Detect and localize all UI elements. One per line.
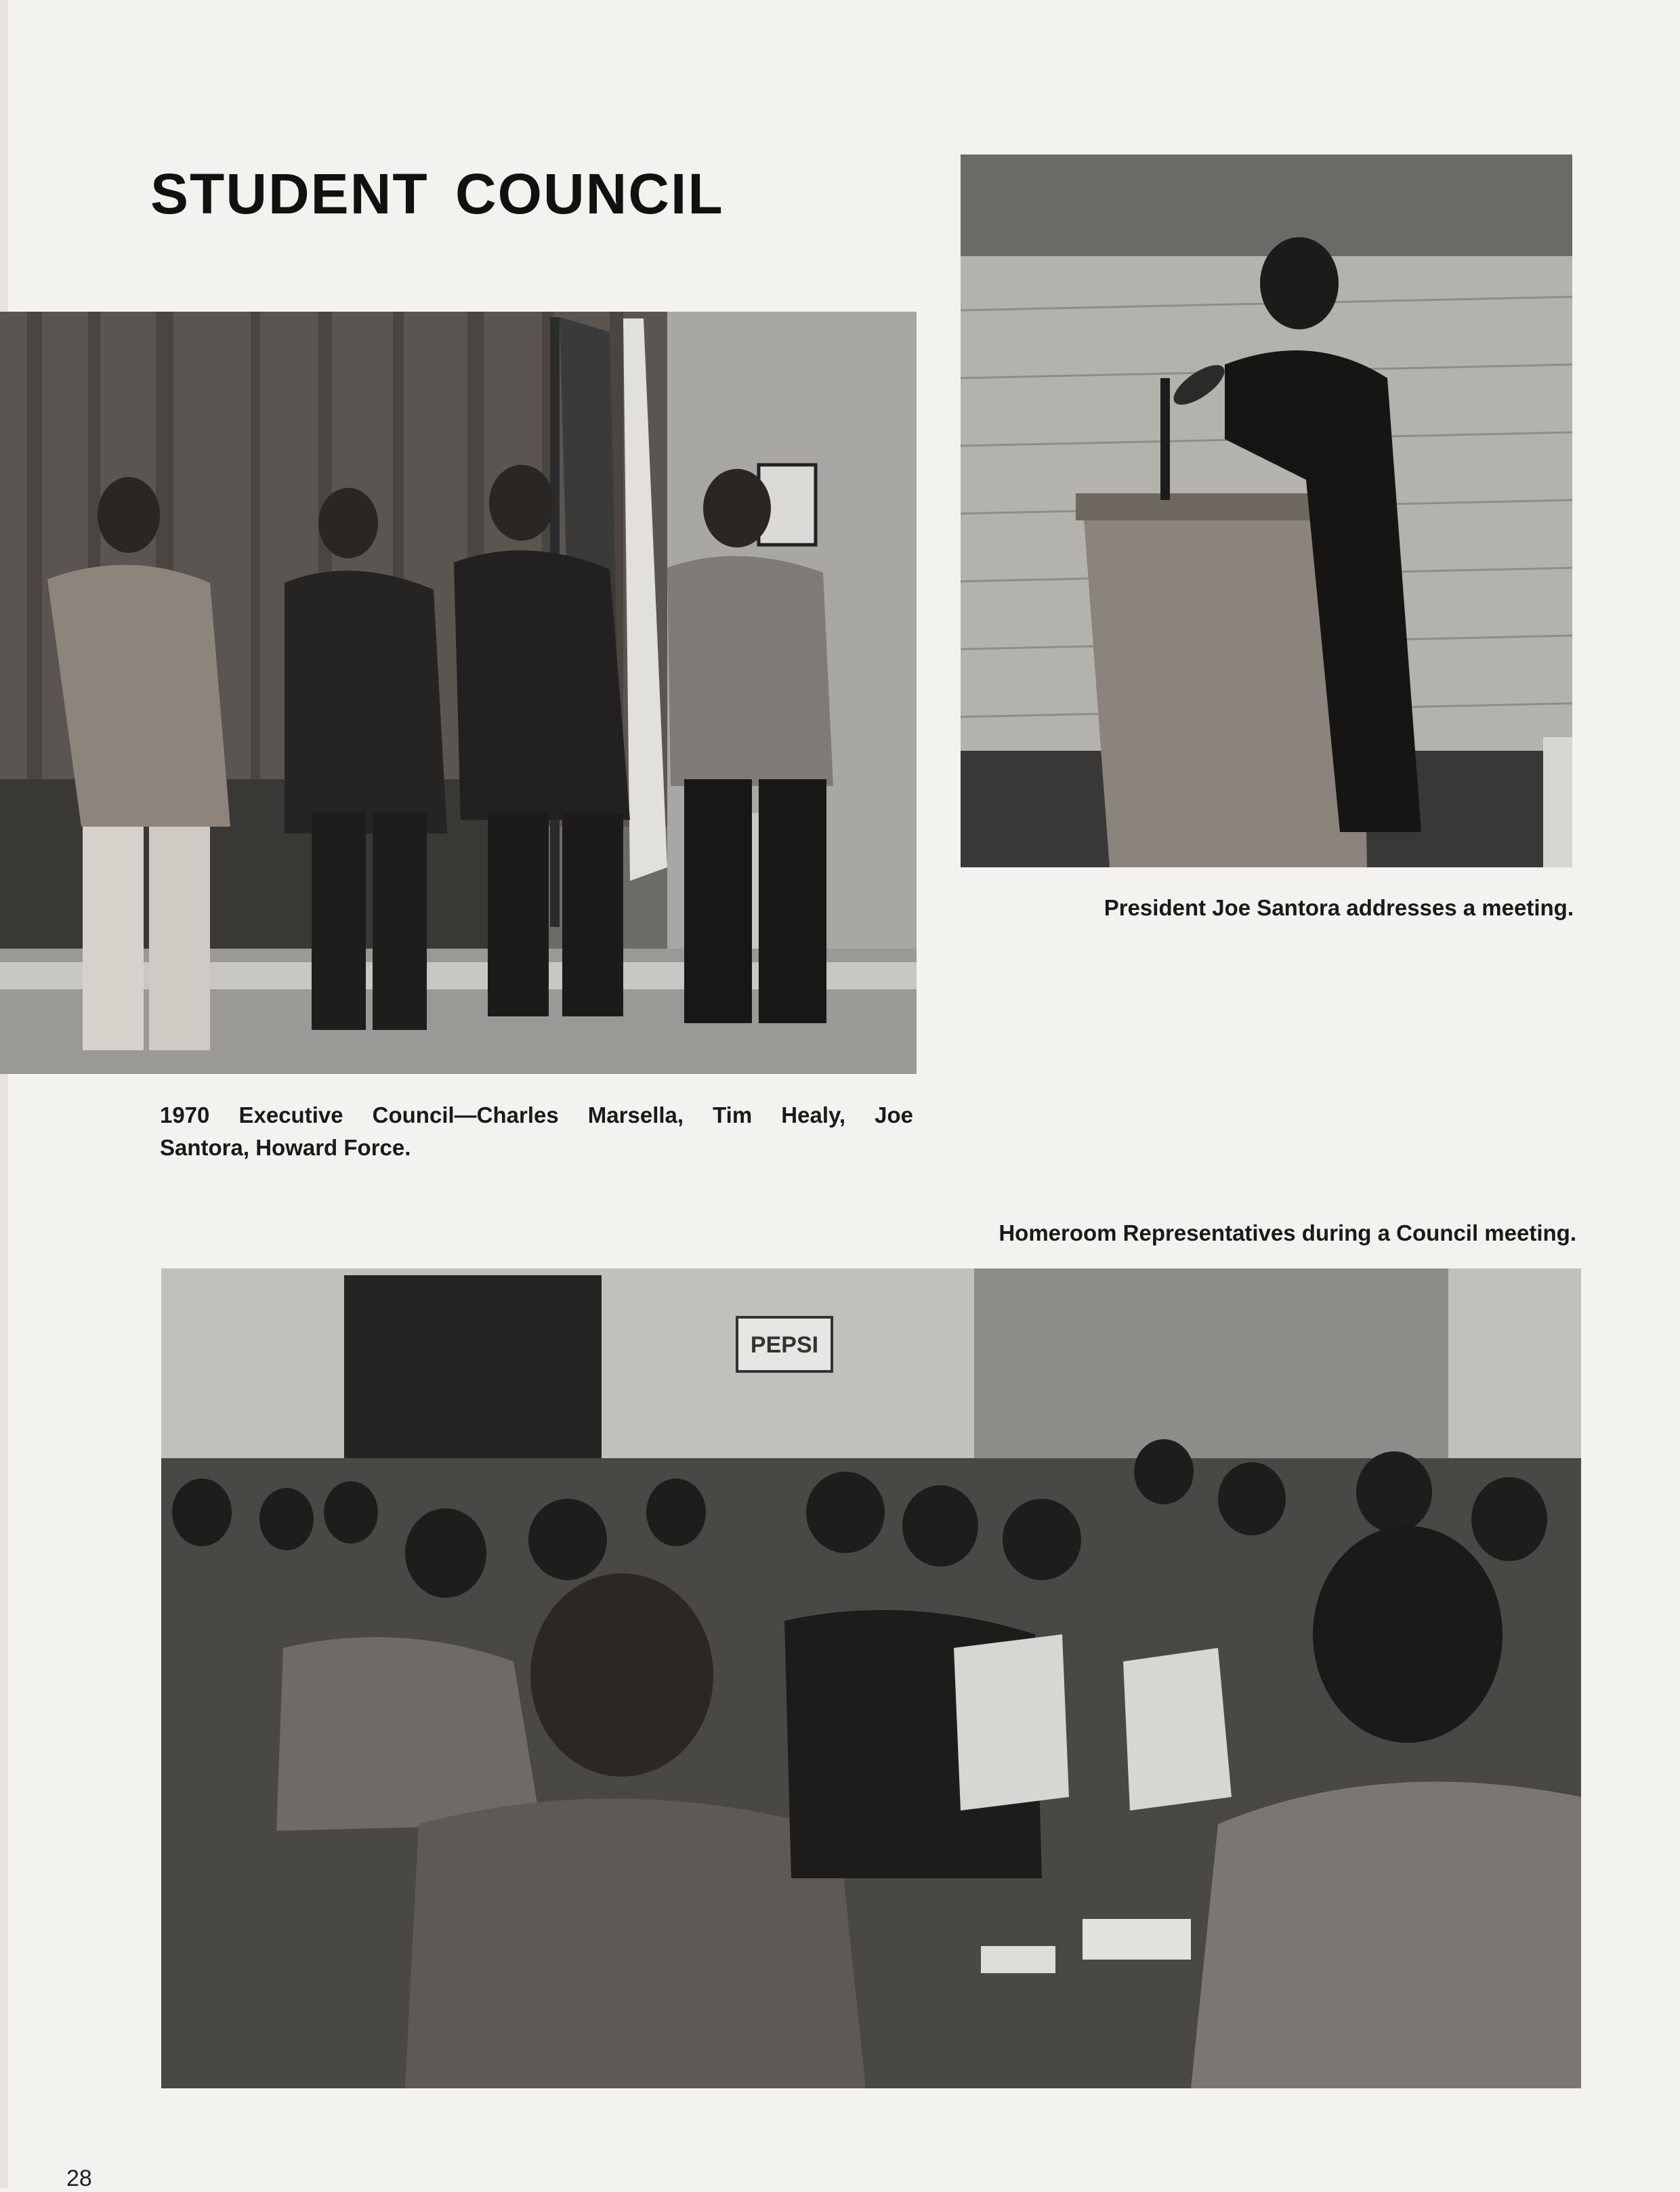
executive-council-photo — [0, 312, 917, 1074]
representatives-photo — [161, 1268, 1581, 2088]
executive-council-caption — [160, 1099, 913, 1164]
executive-council-caption-line-2: Santora, Howard Force. — [160, 1135, 411, 1160]
pepsi-sign-text: PEPSI — [750, 1332, 819, 1358]
president-caption: President Joe Santora addresses a meeting. — [1104, 895, 1574, 920]
representatives-caption: Homeroom Representatives during a Council meeting. — [999, 1220, 1576, 1245]
president-photo — [961, 154, 1572, 867]
page-number: 28 — [66, 2166, 92, 2191]
page-title: STUDENT COUNCIL — [150, 162, 724, 226]
executive-council-caption-line-1: 1970 Executive Council—Charles Marsella, Tim Healy, Joe — [160, 1102, 913, 1128]
